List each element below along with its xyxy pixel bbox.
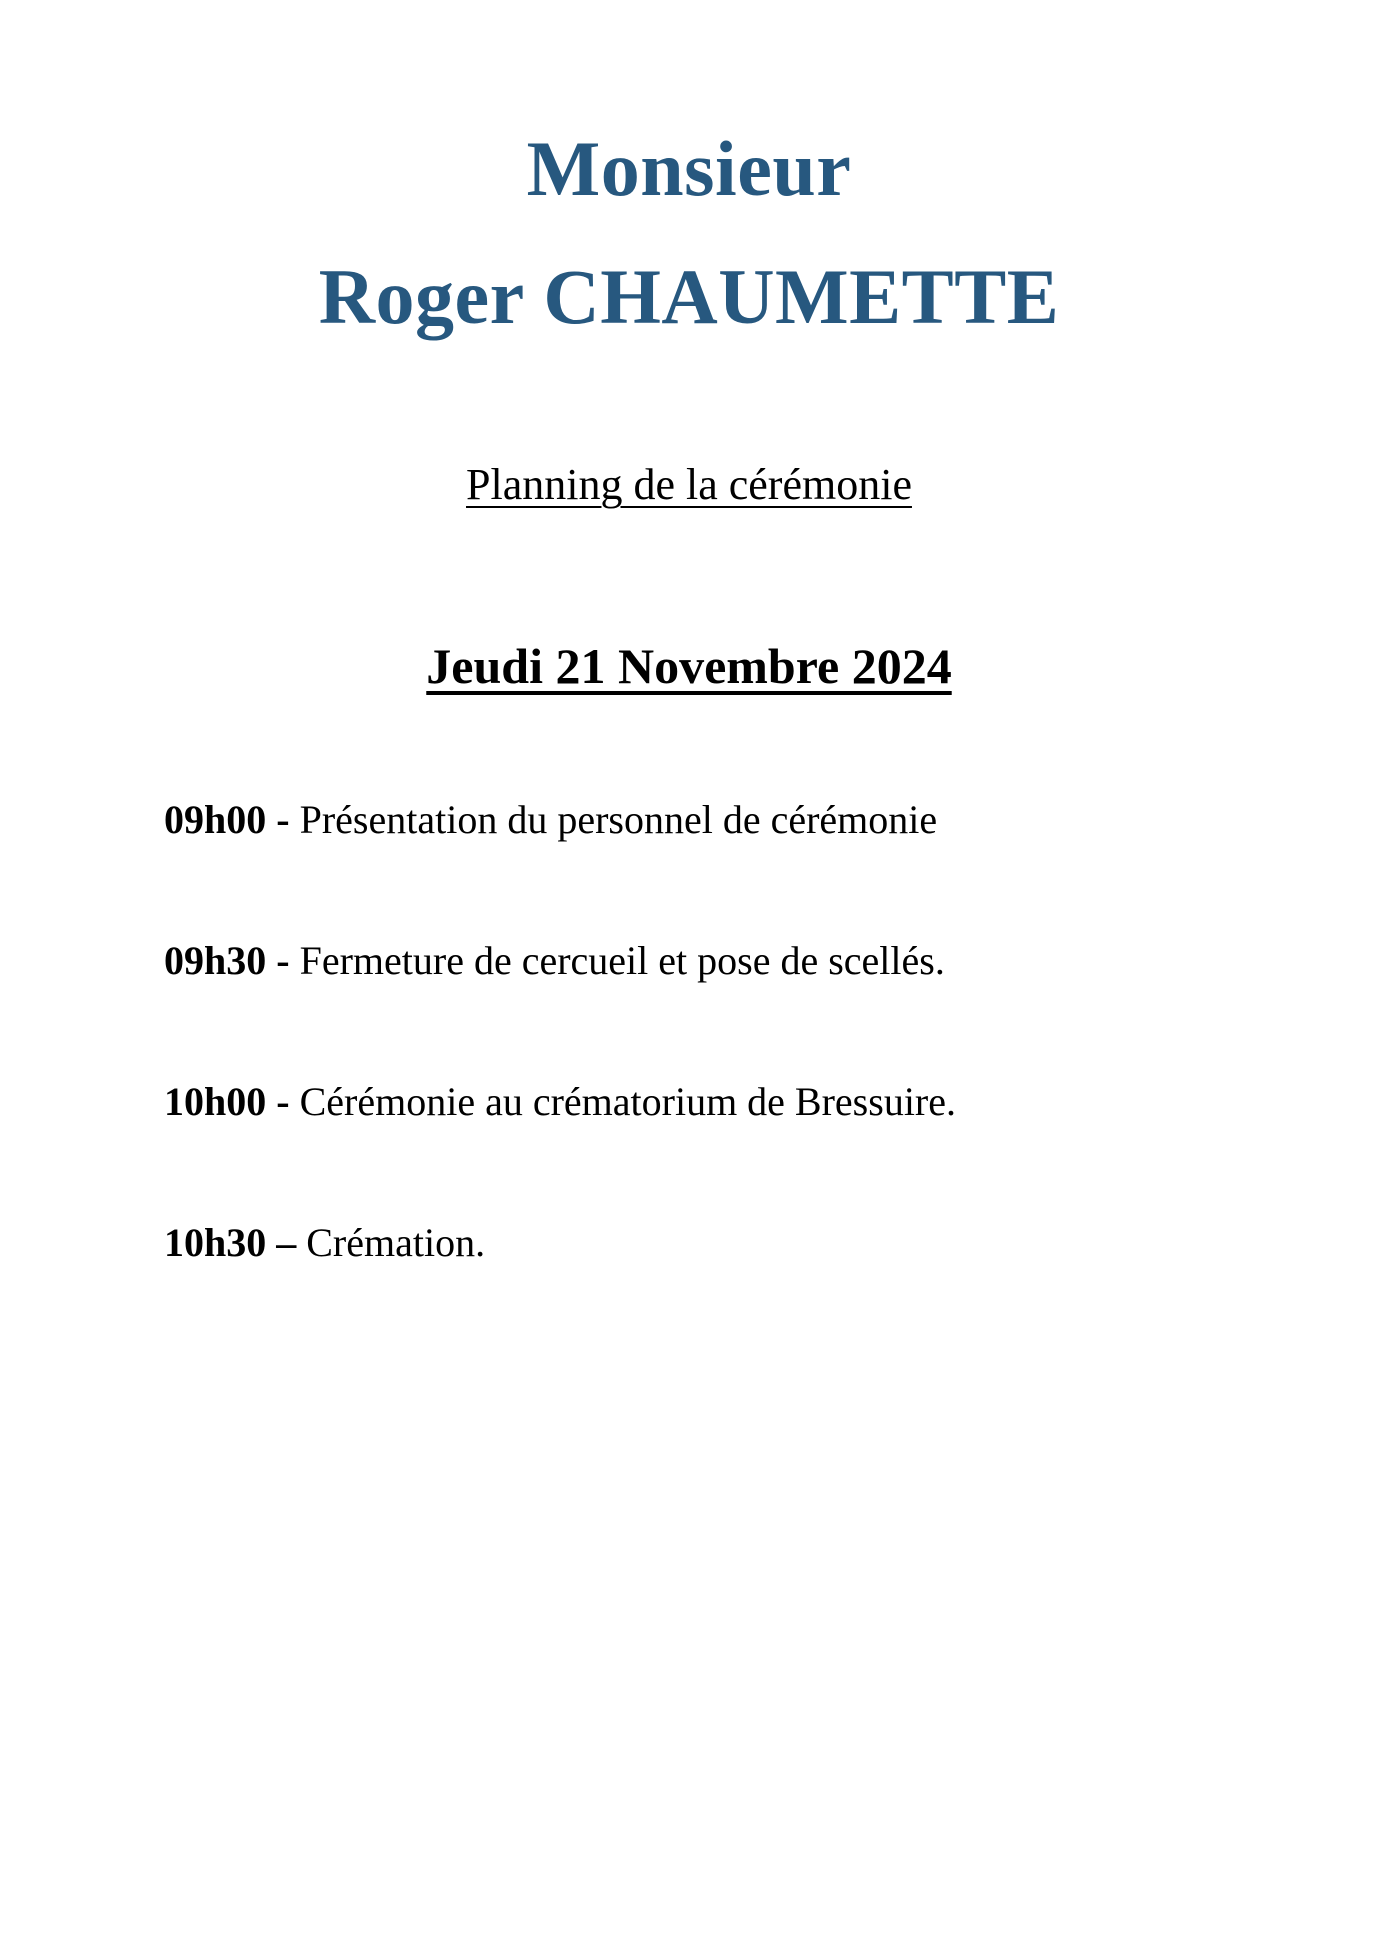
title-line-2: Roger CHAUMETTE — [318, 252, 1060, 340]
schedule-item — [164, 794, 1318, 846]
schedule-separator: - — [276, 1079, 290, 1125]
schedule-separator: – — [276, 1220, 297, 1266]
schedule-time: 09h30 — [164, 938, 267, 984]
schedule-separator: - — [276, 938, 290, 984]
schedule-time: 10h30 — [164, 1220, 267, 1266]
date-heading — [0, 634, 1378, 699]
schedule-description: Cérémonie au crématorium de Bressuire. — [299, 1079, 957, 1125]
schedule-separator: - — [276, 797, 290, 843]
ceremony-subtitle — [0, 456, 1378, 513]
schedule-item — [164, 935, 1318, 987]
schedule-item — [164, 1217, 1318, 1269]
schedule-list — [0, 794, 1378, 1269]
title-line-1: Monsieur — [526, 125, 852, 212]
ceremony-subtitle-text: Planning de la cérémonie — [466, 460, 912, 510]
schedule-time: 09h00 — [164, 797, 267, 843]
date-heading-text: Jeudi 21 Novembre 2024 — [426, 638, 952, 695]
schedule-item — [164, 1076, 1318, 1128]
schedule-description: Fermeture de cercueil et pose de scellés. — [299, 938, 945, 984]
schedule-time: 10h00 — [164, 1079, 267, 1125]
schedule-description: Présentation du personnel de cérémonie — [299, 797, 938, 843]
schedule-description: Crémation. — [306, 1220, 486, 1266]
